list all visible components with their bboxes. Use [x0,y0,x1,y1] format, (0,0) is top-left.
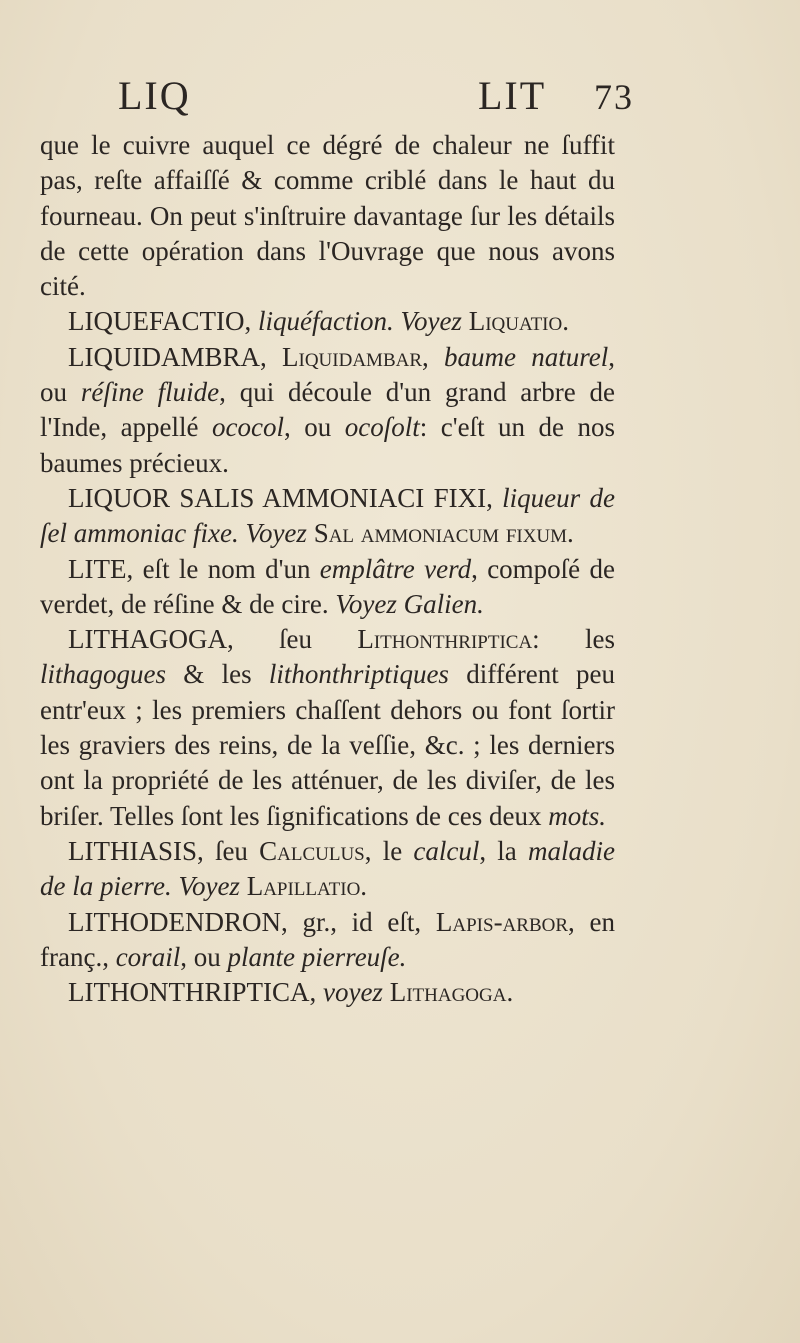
cross-reference-target: Lapillatio. [239,871,368,902]
entry-headword: LITHODENDRON [68,906,281,937]
entry-liquor-salis: LIQUOR SALIS AMMONIACI FIXI, liqueur de ſel ammoniac fixe. Voyez Sal ammoniacum fixum. [40,482,615,549]
cross-reference-label: voyez [322,977,383,1008]
header-right-guideword: LIT [478,73,547,118]
cross-reference-target: Liquatio. [461,306,569,337]
running-header [118,72,643,122]
page-number: 73 [594,77,634,117]
entry-headword: LITHAGOGA [68,624,227,655]
cross-reference-target: Sal ammoniacum fixum. [306,518,574,549]
entry-headword: LITHIASIS [68,835,197,866]
entry-lithonthriptica: LITHONTHRIPTICA, voyez Lithagoga. [68,977,514,1008]
cross-reference-label: Voyez [245,518,307,549]
entry-lithagoga: LITHAGOGA, ſeu Lithonthriptica: les lithagogues & les lithonthriptiques différent peu entr'eux ; les premiers chaſſent dehors ou font ſortir les graviers des reins, de la veſſie, &c. ; les derniers ont la propriété de les atténuer, de les diviſer, de les briſer. Telles ſont les ſignifications de ces deux mots. [40,624,615,831]
entry-lite: LITE, eſt le nom d'un emplâtre verd, compoſé de verdet, de réſine & de cire. Voyez Galien. [40,553,615,619]
entry-liquidambra: LIQUIDAMBRA, Liquidambar, baume naturel, ou réſine fluide, qui découle d'un grand arbre de l'Inde, appellé ococol, ou ocoſolt: c'eſt un de nos baumes précieux. [40,341,616,478]
header-left-guideword: LIQ [118,73,191,118]
cross-reference-label: Voyez [335,588,397,619]
entry-lithodendron: LITHODENDRON, gr., id eſt, Lapis-arbor, en franç., corail, ou plante pierreuſe. [40,906,615,972]
continued-paragraph: que le cuivre auquel ce dégré de chaleur ne ſuffit pas, reſte affaiſſé & comme criblé dans le haut du fourneau. On peut s'inſtruire davantage ſur les détails de cette opération dans l'Ouvrage que nous avons cité. [40,130,615,302]
entry-liquefactio: LIQUEFACTIO, liquéfaction. Voyez Liquatio. [68,306,569,337]
entry-lithiasis: LITHIASIS, ſeu Calculus, le calcul, la maladie de la pierre. Voyez Lapillatio. [40,835,615,902]
entry-headword: LITHONTHRIPTICA [68,977,310,1008]
entry-headword: LIQUOR SALIS AMMONIACI FIXI [68,482,487,513]
cross-reference-label: Voyez [400,306,462,337]
cross-reference-target: Galien. [396,588,484,619]
cross-reference-label: Voyez [178,871,240,902]
cross-reference-target: Lithagoga. [382,977,514,1008]
entry-headword: LIQUEFACTIO [68,306,245,337]
entry-headword: LIQUIDAMBRA [68,341,260,372]
page-body [40,128,615,1010]
entry-headword: LITE [68,553,127,584]
